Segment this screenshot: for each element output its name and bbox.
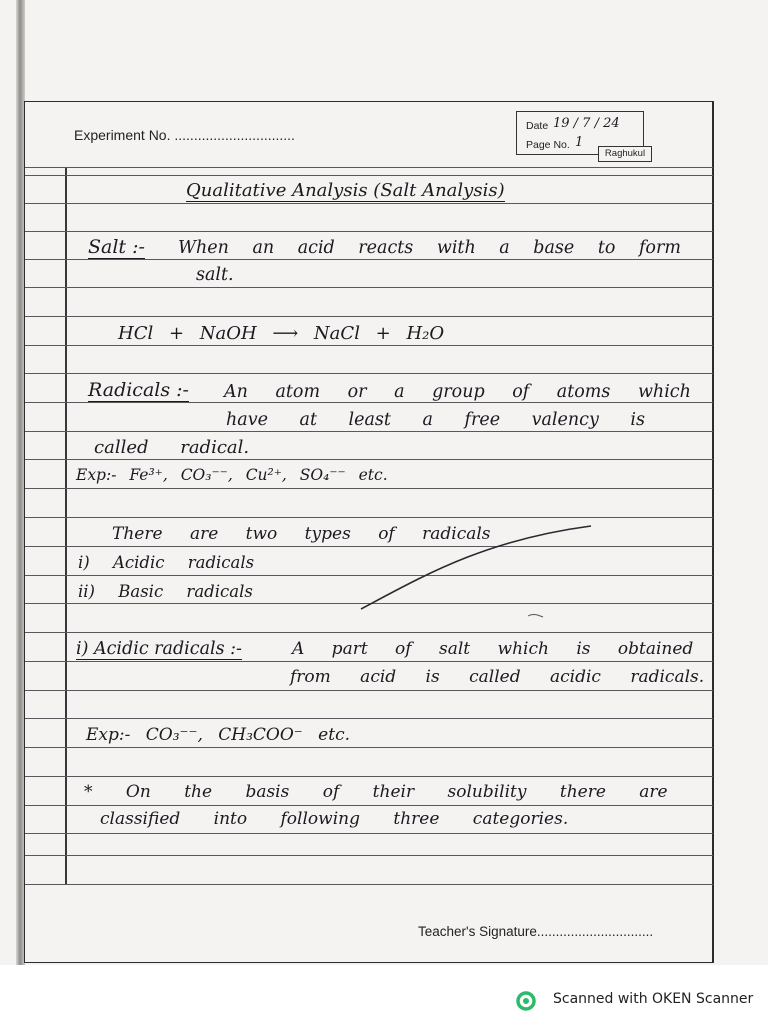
ruled-line bbox=[25, 175, 713, 176]
ruled-line bbox=[25, 316, 713, 317]
radical-type-acidic: i) Acidic radicals bbox=[78, 553, 255, 572]
ruled-line bbox=[25, 373, 713, 374]
radical-type-basic: ii) Basic radicals bbox=[78, 582, 253, 601]
experiment-no-label: Experiment No. ............................... bbox=[74, 127, 295, 143]
salt-definition-line-1: When an acid reacts with a base to form bbox=[178, 238, 681, 258]
radicals-definition-line-3: called radical. bbox=[94, 437, 250, 458]
ruled-line bbox=[25, 517, 713, 518]
ruled-line bbox=[25, 805, 713, 806]
radicals-term: Radicals :- bbox=[88, 379, 189, 401]
radical-types-intro: There are two types of radicals bbox=[112, 524, 491, 544]
margin-line bbox=[65, 167, 67, 885]
radicals-example: Exp:- Fe³⁺, CO₃⁻⁻, Cu²⁺, SO₄⁻⁻ etc. bbox=[76, 466, 388, 484]
pen-mark bbox=[526, 612, 546, 620]
radicals-definition-line-1: An atom or a group of atoms which bbox=[224, 382, 691, 402]
page-no-label: Page No. bbox=[526, 139, 570, 151]
ruled-line bbox=[25, 259, 713, 260]
ruled-line bbox=[25, 231, 713, 232]
ruled-line bbox=[25, 661, 713, 662]
ruled-line bbox=[25, 690, 713, 691]
ruled-line bbox=[25, 203, 713, 204]
acidic-radicals-definition-line-2: from acid is called acidic radicals. bbox=[290, 667, 705, 687]
acidic-radicals-definition-line-1: A part of salt which is obtained bbox=[292, 639, 694, 659]
ruled-line bbox=[25, 632, 713, 633]
ruled-line bbox=[25, 718, 713, 719]
ruled-line bbox=[25, 345, 713, 346]
salt-term: Salt :- bbox=[88, 236, 145, 258]
ruled-line bbox=[25, 747, 713, 748]
page-no-value: 1 bbox=[575, 135, 584, 150]
acidic-radicals-example: Exp:- CO₃⁻⁻, CH₃COO⁻ etc. bbox=[86, 725, 350, 745]
ruled-line bbox=[25, 884, 713, 885]
scanner-watermark: Scanned with OKEN Scanner bbox=[553, 991, 754, 1007]
page-title: Qualitative Analysis (Salt Analysis) bbox=[186, 180, 505, 201]
oken-logo-icon bbox=[516, 991, 536, 1011]
ruled-line bbox=[25, 167, 713, 168]
teacher-signature-label: Teacher's Signature............................... bbox=[418, 924, 654, 939]
neutralization-equation: HCl + NaOH ⟶ NaCl + H₂O bbox=[118, 323, 445, 344]
ruled-line bbox=[25, 488, 713, 489]
solubility-note-line-2: classified into following three categories. bbox=[100, 809, 569, 829]
solubility-note-line-1: * On the basis of their solubility there are bbox=[84, 782, 668, 802]
ruled-line bbox=[25, 459, 713, 460]
ruled-line bbox=[25, 855, 713, 856]
ruled-line bbox=[25, 431, 713, 432]
ruled-line bbox=[25, 776, 713, 777]
brand-label: Raghukul bbox=[598, 146, 652, 162]
salt-definition-line-2: salt. bbox=[196, 265, 234, 285]
ruled-line bbox=[25, 833, 713, 834]
date-value: 19 / 7 / 24 bbox=[553, 116, 620, 131]
acidic-radicals-term: i) Acidic radicals :- bbox=[76, 639, 242, 659]
ruled-line bbox=[25, 287, 713, 288]
ruled-line bbox=[25, 402, 713, 403]
date-label: Date bbox=[526, 120, 549, 132]
pen-stroke bbox=[355, 520, 595, 615]
radicals-definition-line-2: have at least a free valency is bbox=[226, 410, 645, 430]
